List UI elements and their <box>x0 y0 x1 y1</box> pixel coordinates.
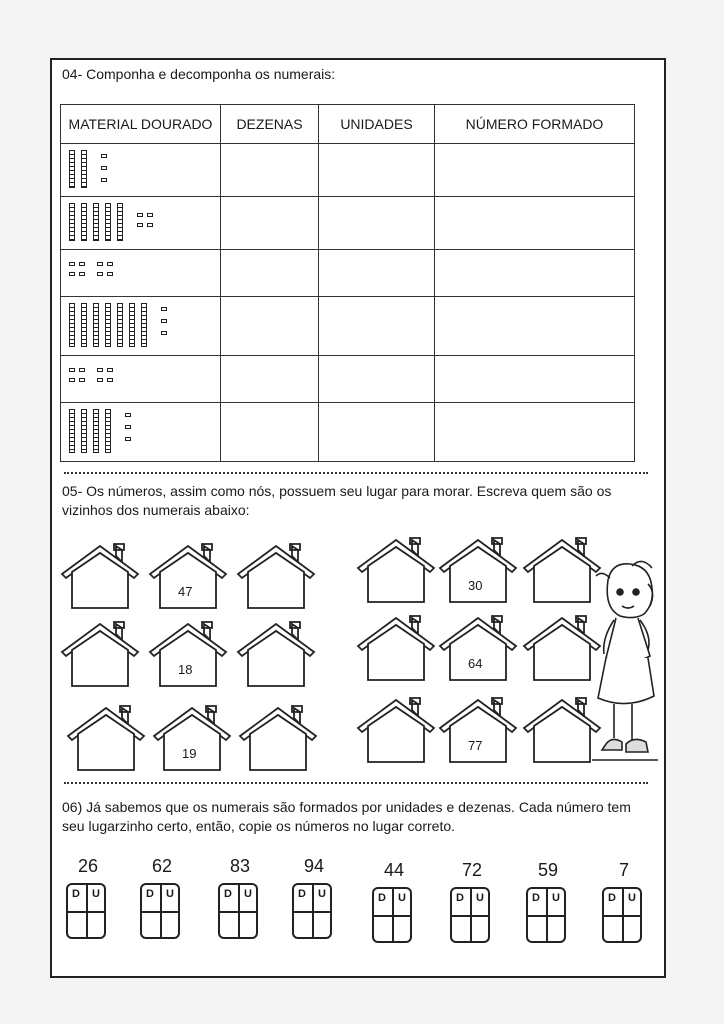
house-icon <box>148 618 228 690</box>
ten-rod <box>117 303 123 347</box>
dezenas-cell[interactable] <box>221 250 319 297</box>
d-label: D <box>298 888 306 900</box>
house[interactable] <box>356 612 436 689</box>
ten-rod <box>129 303 135 347</box>
ten-rod <box>117 203 123 241</box>
du-item <box>292 856 336 939</box>
material-dourado-cell <box>61 356 221 403</box>
d-label: D <box>378 892 386 904</box>
du-box[interactable] <box>66 883 106 939</box>
numero-formado-cell[interactable] <box>435 297 635 356</box>
unit-cube <box>125 437 131 441</box>
du-number: 44 <box>383 860 405 880</box>
dezenas-cell[interactable] <box>221 297 319 356</box>
du-divider <box>528 915 564 917</box>
house[interactable] <box>356 694 436 771</box>
d-label: D <box>72 888 80 900</box>
du-divider <box>452 915 488 917</box>
house-icon <box>438 534 518 606</box>
composition-table <box>60 104 635 462</box>
house[interactable] <box>522 534 602 611</box>
du-divider <box>294 911 330 913</box>
ten-rod <box>81 303 87 347</box>
numero-formado-cell[interactable] <box>435 250 635 297</box>
house[interactable] <box>238 702 318 779</box>
unidades-cell[interactable] <box>319 197 435 250</box>
unit-cube <box>79 368 85 372</box>
unit-cube <box>101 178 107 182</box>
house-icon <box>236 540 316 612</box>
unit-cube <box>107 378 113 382</box>
house <box>148 540 228 617</box>
house-icon <box>522 534 602 606</box>
du-box[interactable] <box>292 883 332 939</box>
divider <box>64 472 648 474</box>
dezenas-cell[interactable] <box>221 197 319 250</box>
du-item <box>140 856 184 939</box>
d-label: D <box>608 892 616 904</box>
ten-rod <box>93 303 99 347</box>
unit-cube <box>79 262 85 266</box>
unit-cube <box>161 331 167 335</box>
house[interactable] <box>66 702 146 779</box>
unidades-cell[interactable] <box>319 403 435 462</box>
unit-cube <box>147 213 153 217</box>
house[interactable] <box>60 540 140 617</box>
du-number: 59 <box>537 860 559 880</box>
unit-cube <box>97 262 103 266</box>
unidades-cell[interactable] <box>319 250 435 297</box>
header-unidades: UNIDADES <box>319 105 435 144</box>
unit-cube <box>101 166 107 170</box>
table-row <box>61 297 635 356</box>
numero-formado-cell[interactable] <box>435 403 635 462</box>
du-item <box>526 860 570 943</box>
unit-cube <box>69 262 75 266</box>
d-label: D <box>456 892 464 904</box>
du-box[interactable] <box>602 887 642 943</box>
house-icon <box>522 612 602 684</box>
dezenas-cell[interactable] <box>221 403 319 462</box>
material-dourado-cell <box>61 144 221 197</box>
house-icon <box>152 702 232 774</box>
du-item <box>218 856 262 939</box>
house-icon <box>522 694 602 766</box>
house-icon <box>66 702 146 774</box>
du-number: 7 <box>618 860 629 880</box>
u-label: U <box>398 892 406 904</box>
house <box>152 702 232 779</box>
du-box[interactable] <box>372 887 412 943</box>
table-row <box>61 144 635 197</box>
dezenas-cell[interactable] <box>221 356 319 403</box>
ten-rod <box>69 303 75 347</box>
header-dezenas: DEZENAS <box>221 105 319 144</box>
house[interactable] <box>522 612 602 689</box>
ten-rod <box>141 303 147 347</box>
header-numero-formado: NÚMERO FORMADO <box>435 105 635 144</box>
unit-cube <box>137 223 143 227</box>
du-box[interactable] <box>450 887 490 943</box>
d-label: D <box>532 892 540 904</box>
table-row <box>61 403 635 462</box>
house-number: 77 <box>468 738 483 753</box>
house-icon <box>438 612 518 684</box>
material-dourado-cell <box>61 197 221 250</box>
unit-cube <box>69 378 75 382</box>
house-number: 18 <box>178 662 193 677</box>
unit-cube <box>97 368 103 372</box>
house <box>148 618 228 695</box>
unit-cube <box>69 368 75 372</box>
unit-cube <box>107 272 113 276</box>
unit-cube <box>147 223 153 227</box>
ten-rod <box>105 303 111 347</box>
numero-formado-cell[interactable] <box>435 144 635 197</box>
du-number: 26 <box>77 856 99 876</box>
header-material-dourado: MATERIAL DOURADO <box>61 105 221 144</box>
du-divider <box>604 915 640 917</box>
house-number: 64 <box>468 656 483 671</box>
table-row <box>61 356 635 403</box>
u-label: U <box>318 888 326 900</box>
material-dourado-cell <box>61 403 221 462</box>
du-item <box>602 860 646 943</box>
d-label: D <box>146 888 154 900</box>
table-row <box>61 250 635 297</box>
house-icon <box>236 618 316 690</box>
unit-cube <box>69 272 75 276</box>
du-number: 72 <box>461 860 483 880</box>
unidades-cell[interactable] <box>319 356 435 403</box>
du-box[interactable] <box>218 883 258 939</box>
d-label: D <box>224 888 232 900</box>
house <box>438 534 518 611</box>
unit-cube <box>137 213 143 217</box>
du-item <box>66 856 110 939</box>
unit-cube <box>97 272 103 276</box>
section6-title: 06) Já sabemos que os numerais são formados por unidades e dezenas. Cada número tem seu lugarzinho certo, então, copie os números no lugar correto. <box>62 799 631 834</box>
du-item <box>450 860 494 943</box>
girl-illustration <box>592 558 658 772</box>
du-divider <box>220 911 256 913</box>
table-row <box>61 197 635 250</box>
du-box[interactable] <box>526 887 566 943</box>
house-icon <box>238 702 318 774</box>
dezenas-cell[interactable] <box>221 144 319 197</box>
house-icon <box>356 534 436 606</box>
house[interactable] <box>522 694 602 771</box>
ten-rod <box>81 203 87 241</box>
house-number: 19 <box>182 746 197 761</box>
unidades-cell[interactable] <box>319 297 435 356</box>
ten-rod <box>105 409 111 453</box>
house-icon <box>148 540 228 612</box>
house-icon <box>60 540 140 612</box>
unit-cube <box>107 368 113 372</box>
ten-rod <box>93 203 99 241</box>
ten-rod <box>69 203 75 241</box>
u-label: U <box>166 888 174 900</box>
unit-cube <box>97 378 103 382</box>
unidades-cell[interactable] <box>319 144 435 197</box>
unit-cube <box>79 378 85 382</box>
du-divider <box>374 915 410 917</box>
section4-title: 04- Componha e decomponha os numerais: <box>62 66 336 82</box>
numero-formado-cell[interactable] <box>435 356 635 403</box>
du-divider <box>142 911 178 913</box>
u-label: U <box>92 888 100 900</box>
unit-cube <box>101 154 107 158</box>
house-number: 47 <box>178 584 193 599</box>
house-icon <box>356 612 436 684</box>
unit-cube <box>161 307 167 311</box>
u-label: U <box>628 892 636 904</box>
du-box[interactable] <box>140 883 180 939</box>
house-icon <box>356 694 436 766</box>
material-dourado-cell <box>61 297 221 356</box>
divider <box>64 782 648 784</box>
house-icon <box>438 694 518 766</box>
du-number: 62 <box>151 856 173 876</box>
u-label: U <box>476 892 484 904</box>
ten-rod <box>69 150 75 188</box>
unit-cube <box>107 262 113 266</box>
house[interactable] <box>60 618 140 695</box>
section5-title: 05- Os números, assim como nós, possuem seu lugar para morar. Escreva quem são os vizinhos dos numerais abaixo: <box>62 483 612 518</box>
house[interactable] <box>236 540 316 617</box>
unit-cube <box>79 272 85 276</box>
unit-cube <box>161 319 167 323</box>
ten-rod <box>81 409 87 453</box>
u-label: U <box>244 888 252 900</box>
house[interactable] <box>236 618 316 695</box>
du-divider <box>68 911 104 913</box>
house <box>438 694 518 771</box>
u-label: U <box>552 892 560 904</box>
du-number: 94 <box>303 856 325 876</box>
numero-formado-cell[interactable] <box>435 197 635 250</box>
house-number: 30 <box>468 578 483 593</box>
house[interactable] <box>356 534 436 611</box>
material-dourado-cell <box>61 250 221 297</box>
du-item <box>372 860 416 943</box>
ten-rod <box>93 409 99 453</box>
ten-rod <box>69 409 75 453</box>
du-number: 83 <box>229 856 251 876</box>
ten-rod <box>81 150 87 188</box>
house-icon <box>60 618 140 690</box>
unit-cube <box>125 425 131 429</box>
unit-cube <box>125 413 131 417</box>
house <box>438 612 518 689</box>
ten-rod <box>105 203 111 241</box>
